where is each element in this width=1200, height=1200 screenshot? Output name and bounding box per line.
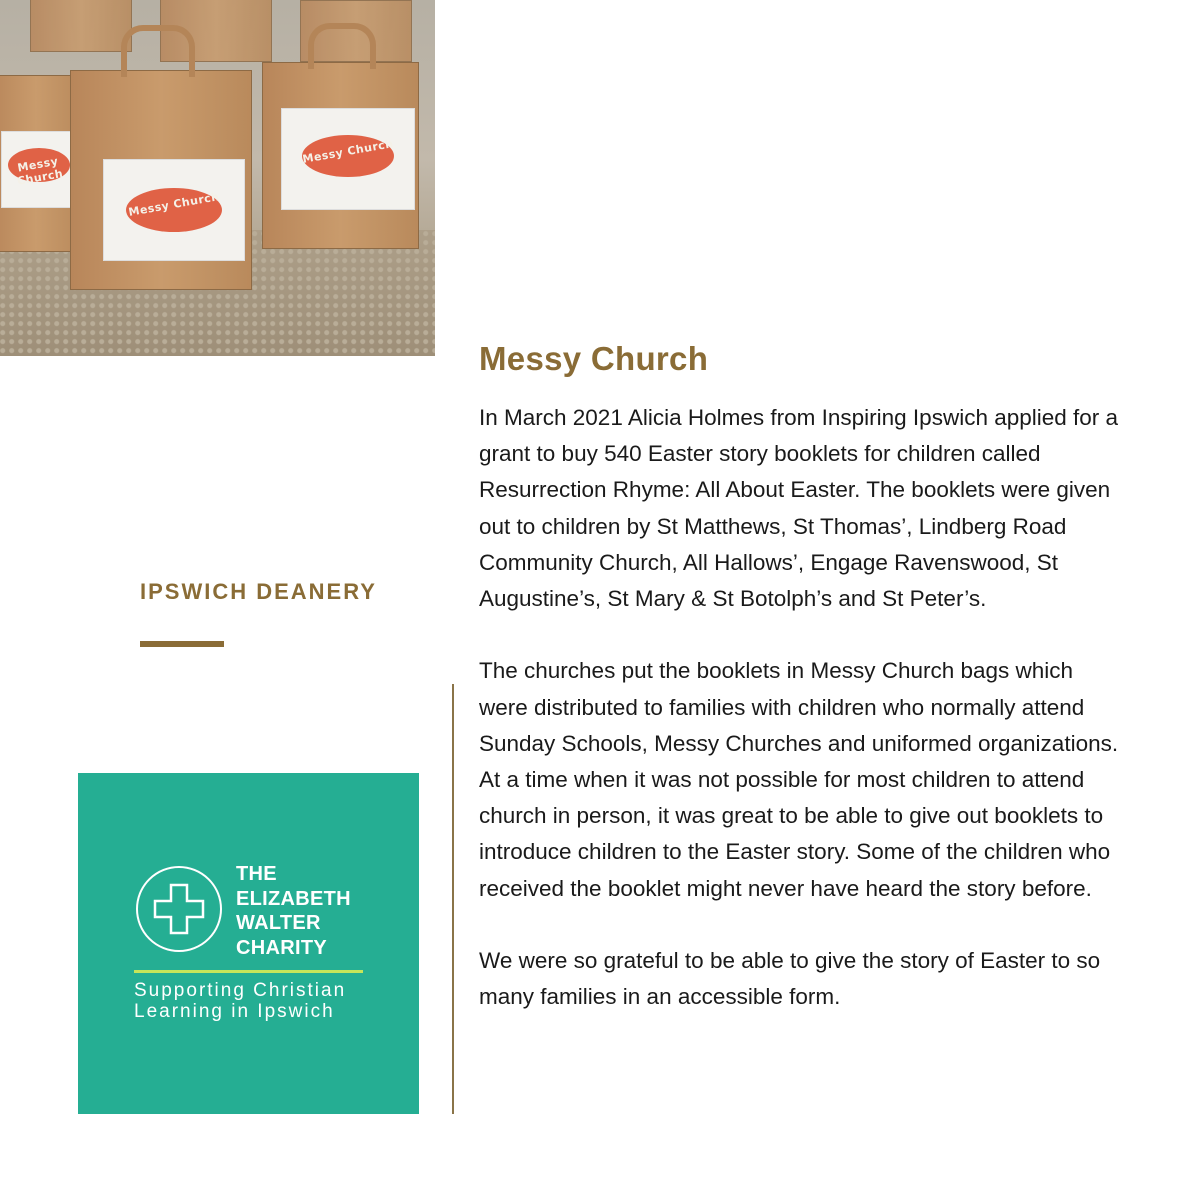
charity-name-line: THE [236,863,277,885]
charity-name-line: CHARITY [236,936,327,959]
article-paragraph: The churches put the booklets in Messy Church bags which were distributed to families with children who normally attend Sunday Schools, Messy Churches and uniformed organizations. At a time when it was not possible for most children to attend church in person, it was great to be able to give out booklets to introduce children to the Easter story. Some of the children who received the booklet might never have heard the story before. [479,658,1119,901]
charity-name-line: WALTER [236,912,321,934]
article-paragraph: We were so grateful to be able to give the story of Easter to so many families in an accessible form. [479,948,1101,1010]
charity-name [236,862,351,960]
charity-name-line: ELIZABETH [236,887,351,910]
cross-in-circle-icon [136,866,222,952]
tagline-line: Supporting Christian [134,980,347,1001]
bag-label [1,131,78,208]
charity-tagline [134,980,374,1022]
paper-bag [30,0,132,52]
messy-church-logo [8,148,70,188]
bag-label [281,108,415,210]
tagline-line: Learning in Ipswich [134,1001,335,1022]
paper-bag [262,62,419,249]
messy-church-logo-text: Messy Church [16,154,65,188]
messy-church-logo-text: Messy Church [301,137,395,166]
messy-church-logo-text: Messy Church [127,190,221,219]
bag-handle [308,23,376,69]
paper-bag [70,70,252,290]
bag-handle [121,25,195,77]
article-body [479,400,1119,1015]
messy-church-bags-photo [0,0,435,356]
deanery-underline [140,641,224,647]
messy-church-logo [126,188,222,232]
deanery-heading: IPSWICH DEANERY [140,579,377,604]
messy-church-logo [302,135,394,177]
charity-logo [78,773,419,1114]
article-paragraph: In March 2021 Alicia Holmes from Inspiring Ipswich applied for a grant to buy 540 Easter story booklets for children called Resurrection Rhyme: All About Easter. The booklets were given out to children by St Matthews, St Thomas’, Lindberg Road Community Church, All Hallows’, Engage Ravenswood, St Augustine’s, St Mary & St Botolph’s and St Peter’s. [479,405,1119,612]
bag-label [103,159,245,261]
logo-divider [134,970,363,973]
article-title: Messy Church [479,340,709,377]
vertical-divider [452,684,454,1114]
